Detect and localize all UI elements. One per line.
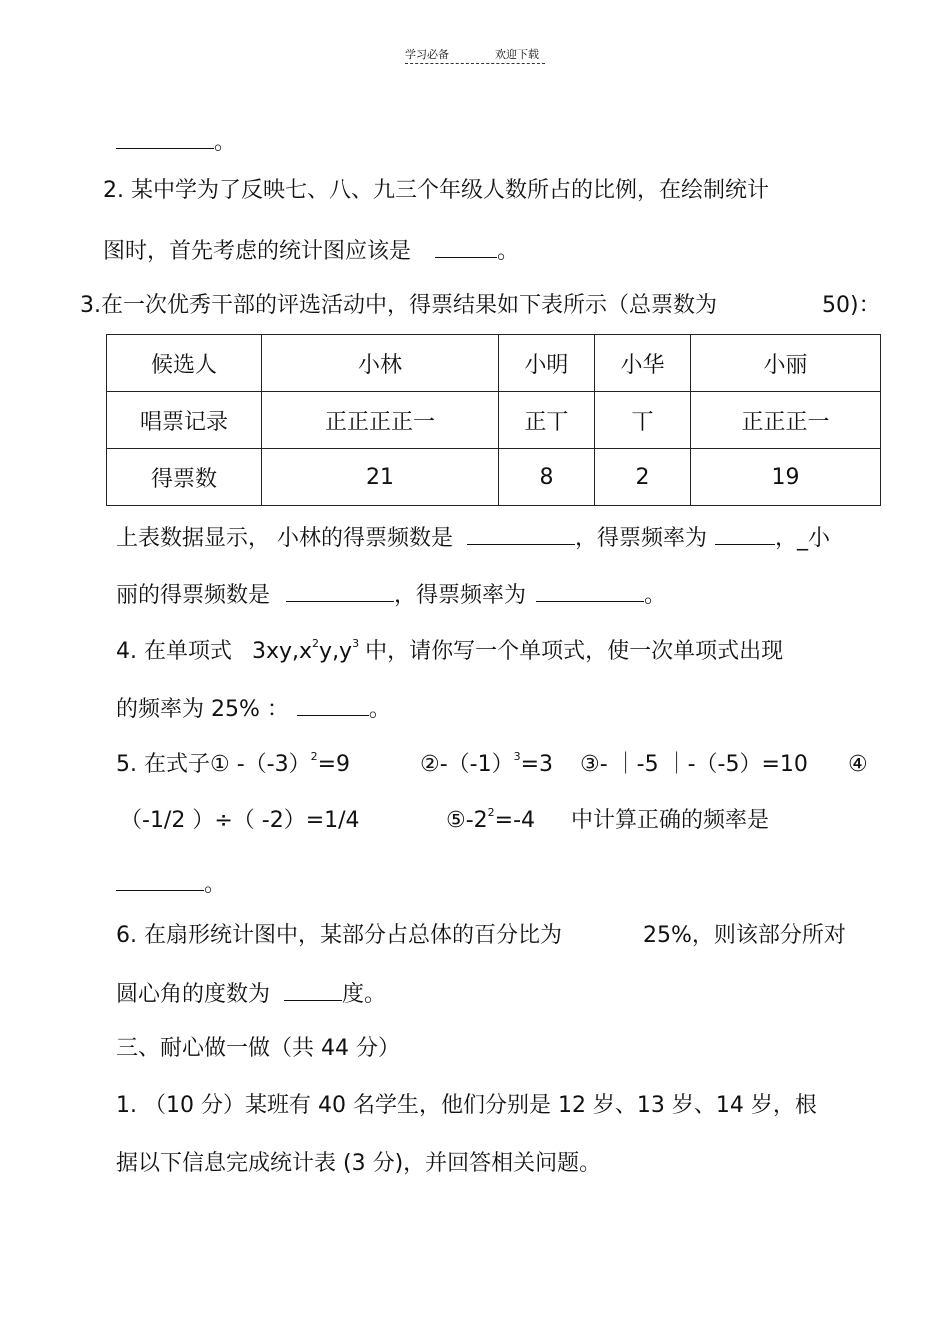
q2-line1: 2. 某中学为了反映七、八、九三个年级人数所占的比例，在绘制统计	[103, 178, 769, 203]
table-cell: 2	[594, 449, 690, 506]
q2-line2-text: 图时，首先考虑的统计图应该是	[103, 239, 412, 264]
q5-expr-3: ③- ｜-5 ｜-（-5）=10	[580, 752, 808, 777]
table-cell: 19	[691, 449, 881, 506]
answer-blank[interactable]	[536, 581, 644, 602]
table-cell: 得票数	[107, 449, 262, 506]
p1-line1: 1. （10 分）某班有 40 名学生，他们分别是 12 岁、13 岁、14 岁，根	[116, 1093, 817, 1118]
q5-expr-5-text: ⑤-2	[446, 808, 488, 833]
header-right: 欢迎下载	[495, 48, 539, 61]
q5-line3	[116, 870, 226, 898]
q3-line1-mid: ，得票频率为	[575, 526, 708, 551]
q1-tail	[116, 128, 236, 156]
table-cell: 21	[262, 449, 499, 506]
q3-total: 50)：	[822, 293, 881, 318]
answer-blank[interactable]	[116, 128, 214, 149]
q5-exponent: 2	[487, 806, 495, 819]
q6-line2-end: 度。	[342, 982, 387, 1007]
q3-line2-end: 。	[644, 583, 667, 608]
q3-line2-mid: ，得票频率为	[394, 583, 527, 608]
q5-expr-4: （-1/2 ）÷（ -2）=1/4	[120, 808, 360, 833]
q4-line2	[116, 695, 391, 723]
q4-line1	[116, 639, 783, 668]
header-divider	[405, 63, 545, 64]
q3-line1-text: 上表数据显示， 小林的得票频数是	[116, 526, 453, 551]
q4-line2-text: 的频率为 25% ：	[116, 697, 289, 722]
q2-line2	[103, 237, 519, 265]
q4-text: 4. 在单项式	[116, 639, 232, 664]
answer-blank[interactable]	[435, 237, 497, 258]
q6-line1: 6. 在扇形统计图中，某部分占总体的百分比为	[116, 923, 562, 948]
table-row	[107, 392, 881, 449]
q5-expr-1: 5. 在式子① -（-3）	[116, 752, 311, 777]
q3-line1	[116, 524, 830, 552]
answer-blank[interactable]	[286, 581, 394, 602]
q2-line2-end: 。	[497, 239, 520, 264]
q5-expr-5-end: =-4	[494, 808, 536, 833]
table-cell: 正正正一	[691, 392, 881, 449]
q5-expr-2-end: =3	[520, 752, 554, 777]
q4-line2-end: 。	[368, 697, 391, 722]
p1-line2: 据以下信息完成统计表 (3 分)，并回答相关问题。	[116, 1151, 602, 1176]
q4-exponent: 2	[312, 637, 320, 650]
section-title: 三、耐心做一做（共 44 分）	[116, 1036, 400, 1061]
q4-exponent: 3	[352, 637, 360, 650]
q3-line2-text: 丽的得票频数是	[116, 583, 271, 608]
table-cell: 正正正正一	[262, 392, 499, 449]
q5-expr-2-text: ②-（-1）	[420, 752, 514, 777]
q4-text-end: 中，请你写一个单项式，使一次单项式出现	[365, 639, 784, 664]
table-row	[107, 335, 881, 392]
answer-blank[interactable]	[467, 524, 575, 545]
q5-exponent: 2	[310, 750, 318, 763]
answer-blank[interactable]	[116, 870, 204, 891]
q3-intro: 3.在一次优秀干部的评选活动中，得票结果如下表所示（总票数为	[80, 293, 717, 318]
table-cell: 候选人	[107, 335, 262, 392]
table-cell: 小林	[262, 335, 499, 392]
q5-expr-2	[420, 752, 553, 781]
answer-blank[interactable]	[715, 524, 775, 545]
table-cell: 丅	[594, 392, 690, 449]
q4-expr: 3xy,x	[251, 639, 313, 664]
q1-tail-text: 。	[214, 130, 237, 155]
table-cell: 唱票记录	[107, 392, 262, 449]
q6-line1-end: 25%，则该部分所对	[643, 923, 846, 948]
table-cell: 小明	[498, 335, 594, 392]
table-row	[107, 449, 881, 506]
q3-line1-end: ，_小	[775, 526, 831, 551]
q5-question: 中计算正确的频率是	[571, 808, 770, 833]
q6-line2-text: 圆心角的度数为	[116, 982, 271, 1007]
q3-line2	[116, 581, 666, 609]
q5-expr-4-marker: ④	[848, 752, 868, 777]
q5-line3-end: 。	[204, 872, 227, 897]
q5-line1	[116, 752, 350, 781]
table-cell: 正丅	[498, 392, 594, 449]
header-left: 学习必备	[405, 48, 449, 61]
q4-expr: y,y	[319, 639, 353, 664]
table-cell: 小丽	[691, 335, 881, 392]
vote-table	[106, 334, 881, 506]
answer-blank[interactable]	[297, 695, 369, 716]
q5-expr-1-end: =9	[317, 752, 351, 777]
answer-blank[interactable]	[284, 980, 342, 1001]
q5-exponent: 3	[513, 750, 521, 763]
table-cell: 8	[498, 449, 594, 506]
table-cell: 小华	[594, 335, 690, 392]
q5-expr-5	[446, 808, 535, 837]
q6-line2	[116, 980, 386, 1008]
